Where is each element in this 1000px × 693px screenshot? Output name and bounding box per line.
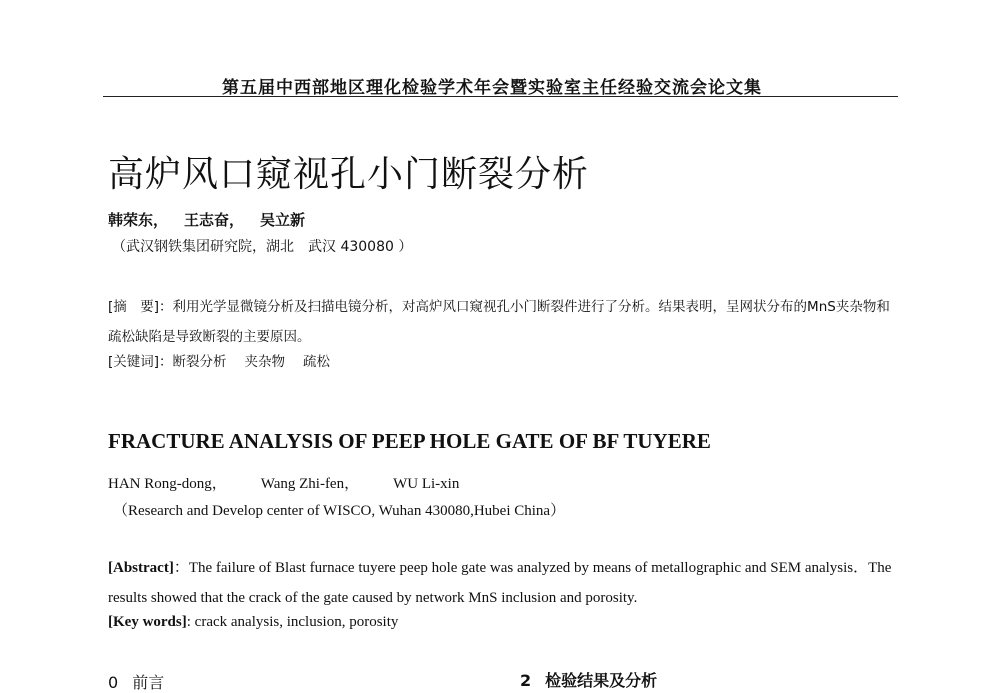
affiliation-cn: （武汉钢铁集团研究院，湖北 武汉 430080 ） xyxy=(112,239,413,255)
abstract-cn-label: [摘 要]： xyxy=(108,299,173,315)
paper-title-cn: 高炉风口窥视孔小门断裂分析 xyxy=(108,154,590,195)
abstract-en-label: [Abstract] xyxy=(108,560,174,576)
section-2-title: 检验结果及分析 xyxy=(545,671,658,690)
section-0-number: 0 xyxy=(108,673,119,692)
keywords-cn xyxy=(108,350,330,370)
paper-title-en: FRACTURE ANALYSIS OF PEEP HOLE GATE OF BF TUYERE xyxy=(108,429,711,453)
abstract-cn xyxy=(108,292,898,352)
keyword-cn-3: 疏松 xyxy=(303,354,331,370)
authors-en xyxy=(108,472,459,493)
header-rule xyxy=(103,96,898,97)
keyword-cn-1: 断裂分析 xyxy=(172,354,227,370)
abstract-cn-text: 利用光学显微镜分析及扫描电镜分析，对高炉风口窥视孔小门断裂件进行了分析。结果表明，呈网状分布的MnS夹杂物和疏松缺陷是导致断裂的主要原因。 xyxy=(108,299,890,345)
affiliation-en: （Research and Develop center of WISCO, Wuhan 430080,Hubei China） xyxy=(113,503,566,519)
authors-cn xyxy=(108,209,305,230)
abstract-en-text: ：The failure of Blast furnace tuyere peep hole gate was analyzed by means of metallographic and SEM analysis．The results showed that the crack of the gate caused by network MnS inclusion and porosity. xyxy=(108,560,892,606)
section-2-number: 2 xyxy=(520,671,532,690)
section-0-title: 前言 xyxy=(132,673,165,692)
author-cn-1: 韩荣东， xyxy=(108,211,169,229)
keywords-en xyxy=(108,614,398,631)
section-2-heading xyxy=(520,668,657,691)
author-cn-2: 王志奋， xyxy=(184,211,245,229)
author-en-2: Wang Zhi-fen， xyxy=(260,476,360,492)
author-cn-3: 吴立新 xyxy=(260,211,306,229)
author-en-3: WU Li-xin xyxy=(393,476,460,492)
keywords-en-text: : crack analysis, inclusion, porosity xyxy=(186,614,399,630)
author-en-1: HAN Rong-dong， xyxy=(108,476,227,492)
abstract-en xyxy=(108,553,898,613)
running-title: 第五届中西部地区理化检验学术年会暨实验室主任经验交流会论文集 xyxy=(222,78,762,98)
section-0-heading xyxy=(108,670,164,693)
keywords-cn-label: [关键词]： xyxy=(108,354,173,370)
keywords-en-label: [Key words] xyxy=(108,614,187,630)
keyword-cn-2: 夹杂物 xyxy=(244,354,286,370)
